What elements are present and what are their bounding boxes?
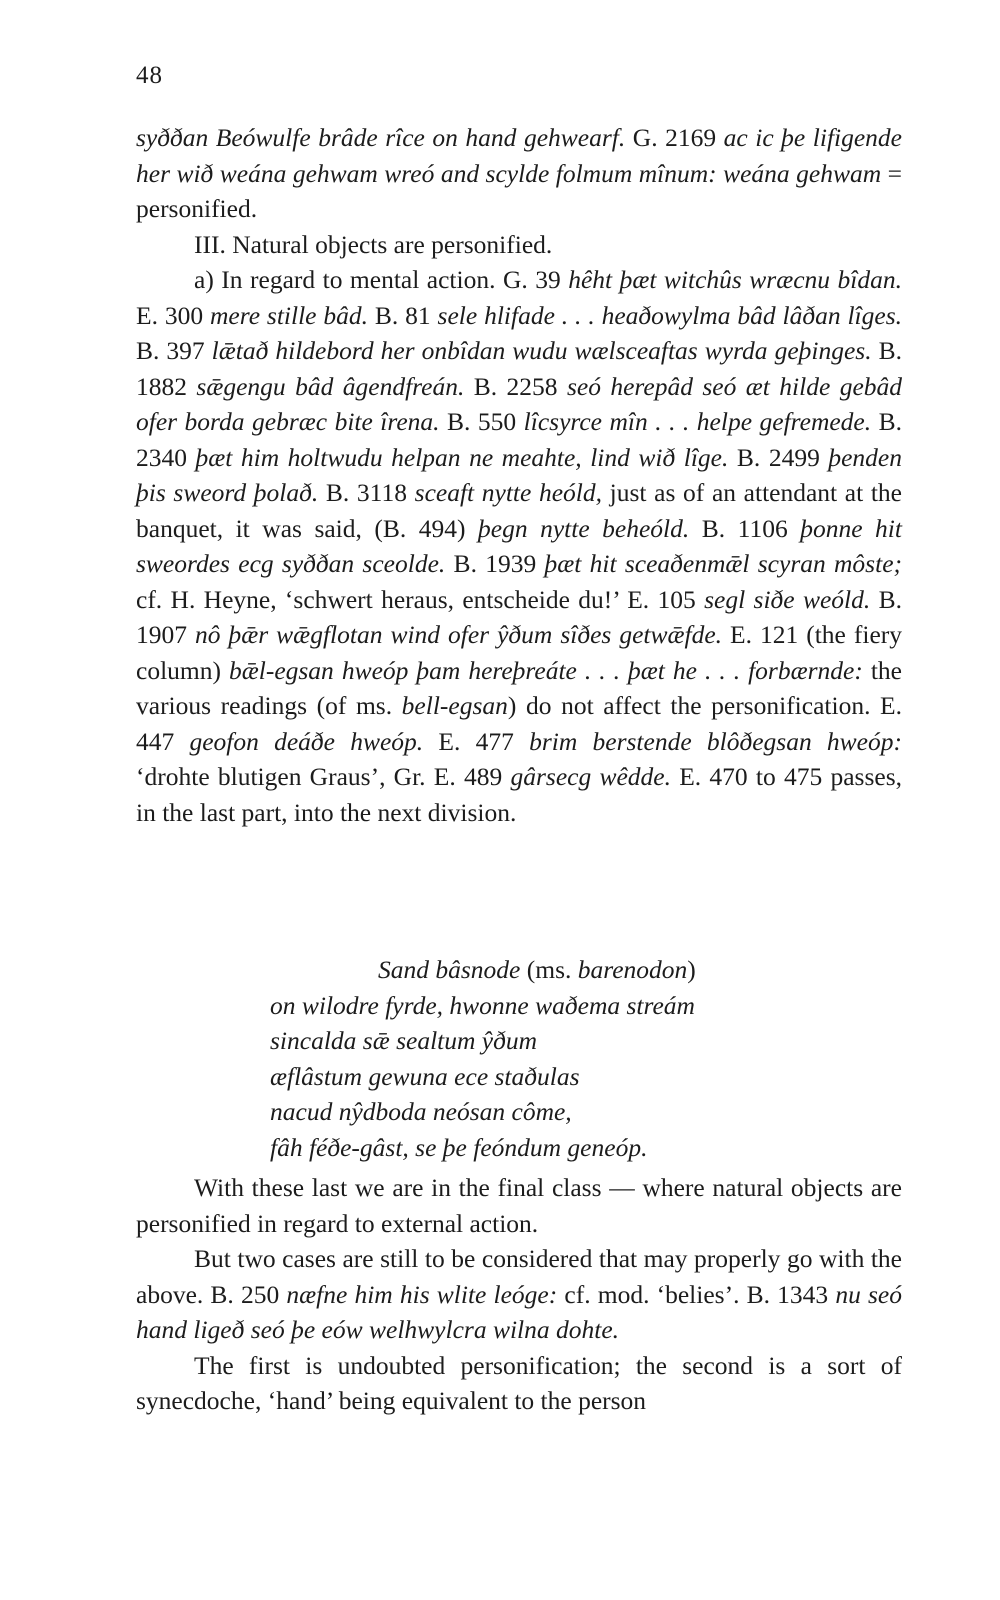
- poem-line: æflâstum gewuna ece staðulas: [270, 1061, 580, 1091]
- page-number: 48: [136, 62, 163, 89]
- poem-quotation: [270, 952, 830, 1165]
- paragraph-final-class: With these last we are in the final class — where natural objects are personified in regard to external action.: [136, 1173, 902, 1238]
- passage-bottom: [136, 1170, 902, 1419]
- poem-line: on wilodre fyrde, hwonne waðema streám: [270, 990, 695, 1020]
- paragraph-synecdoche: The first is undoubted personification; the second is a sort of synecdoche, ‘hand’ being equivalent to the person: [136, 1350, 902, 1415]
- poem-line: fâh féðe-gâst, se þe feóndum geneóp.: [270, 1132, 648, 1162]
- paragraph-two-cases: But two cases are still to be considered that may properly go with the above. B. 250 næfne him his wlite leóge: cf. mod. ‘belies’. B. 1343 nu seó hand ligeð seó þe eów welhwylcra wilna dohte.: [136, 1244, 902, 1344]
- paragraph-mental-action: a) In regard to mental action. G. 39 hêht þæt witchûs wræcnu bîdan. E. 300 mere stille bâd. B. 81 sele hlifade . . . heaðowylma bâd lâðan lîges. B. 397 lǣtað hildebord her onbîdan wudu wælsceaftas wyrda geþinges. B. 1882 sǣgengu bâd âgendfreán. B. 2258 seó herepâd seó æt hilde gebâd ofer borda gebræc bite îrena. B. 550 lîcsyrce mîn . . . helpe gefremede. B. 2340 þæt him holtwudu helpan ne meahte, lind wið lîge. B. 2499 þenden þis sweord þolað. B. 3118 sceaft nytte heóld, just as of an attendant at the banquet, it was said, (B. 494) þegn nytte beheóld. B. 1106 þonne hit sweordes ecg syððan sceolde. B. 1939 þæt hit sceaðenmǣl scyran môste; cf. H. Heyne, ‘schwert heraus, entscheide du!’ E. 105 segl siðe weóld. B. 1907 nô þǣr wǣgflotan wind ofer ŷðum sîðes getwǣfde. E. 121 (the fiery column) bǣl-egsan hweóp þam hereþreáte . . . þæt he . . . forbærnde: the various readings (of ms. bell-egsan) do not affect the personification. E. 447 geofon deáðe hweóp. E. 477 brim berstende blôðegsan hweóp: ‘drohte blutigen Graus’, Gr. E. 489 gârsecg wêdde. E. 470 to 475 passes, in the last part, into the next division.: [136, 265, 903, 827]
- paragraph-continuation: syððan Beówulfe brâde rîce on hand gehwearf. G. 2169 ac ic þe lifigende her wið weána gehwam wreó and scylde folmum mînum: weána gehwam = personified.: [136, 123, 903, 223]
- passage-top: [136, 120, 902, 830]
- section-heading-iii: III. Natural objects are personified.: [194, 229, 553, 259]
- poem-line: Sand bâsnode (ms. barenodon): [378, 955, 696, 984]
- poem-line: sincalda sǣ sealtum ŷðum: [270, 1026, 538, 1055]
- poem-line: nacud nŷdboda neósan côme,: [270, 1097, 572, 1126]
